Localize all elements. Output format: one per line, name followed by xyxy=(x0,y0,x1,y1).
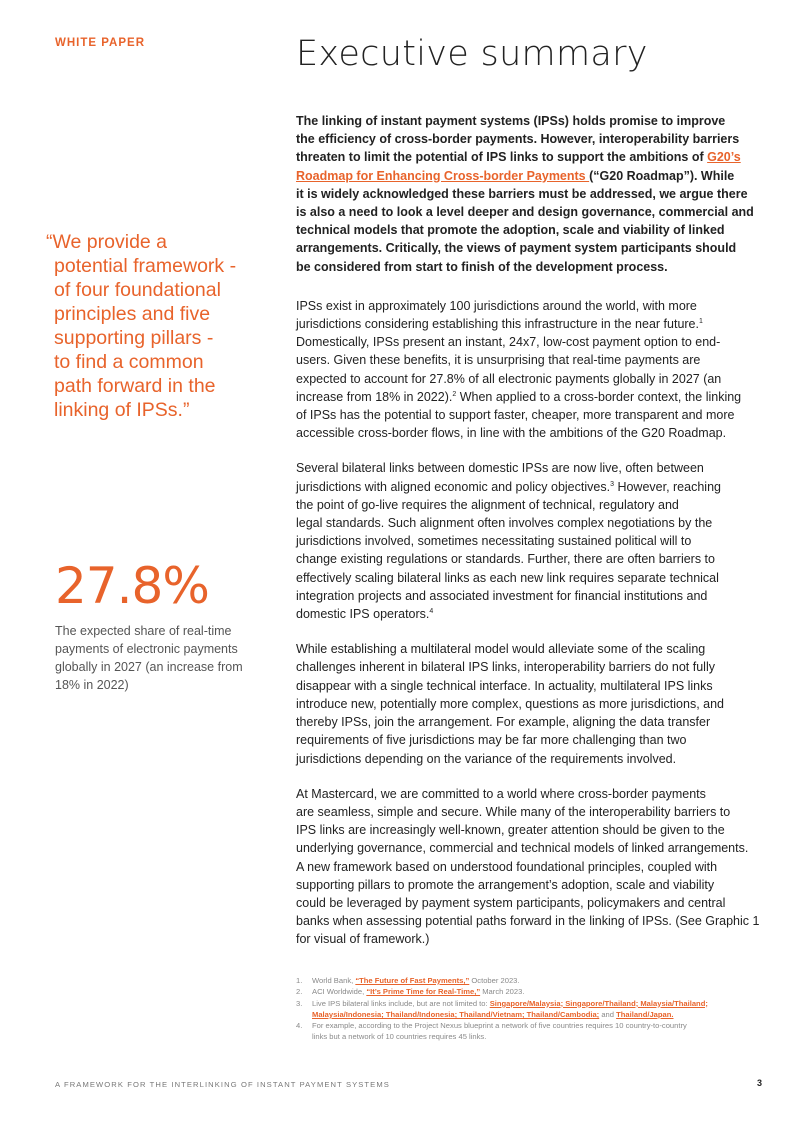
text-span: October 2023. xyxy=(469,976,520,985)
footer-title: A FRAMEWORK FOR THE INTERLINKING OF INSTANT PAYMENT SYSTEMS xyxy=(55,1080,390,1089)
footnote-number: 4. xyxy=(296,1021,303,1031)
body-paragraph xyxy=(296,785,766,949)
text-span: When applied to a cross-border context, the linking xyxy=(456,389,742,404)
text-line: arrangements. Critically, the views of payment system participants should xyxy=(296,241,737,256)
text-line: underlying governance, commercial and technical models of linked arrangements. xyxy=(296,841,749,856)
footnote-number: 1. xyxy=(296,976,303,985)
quote-line: principles and five xyxy=(54,303,211,325)
text-line: expected to account for 27.8% of all electronic payments globally in 2027 (an xyxy=(296,371,722,386)
body-paragraph xyxy=(296,459,766,623)
text-line: accessible cross-border flows, in line with the ambitions of the G20 Roadmap. xyxy=(296,426,727,441)
footnote-ref: 3 xyxy=(610,480,614,488)
body-paragraph xyxy=(296,297,766,443)
text-span: World Bank, xyxy=(312,976,356,985)
text-span: Live IPS bilateral links include, but are not limited to: xyxy=(312,998,490,1008)
text-line: supporting pillars to promote the arrangement’s adoption, scale and viability xyxy=(296,877,715,892)
text-line: be considered from start to finish of the development process. xyxy=(296,259,668,274)
text-span: domestic IPS operators. xyxy=(296,607,430,622)
footnote-number: 3. xyxy=(296,998,303,1008)
text-span: and xyxy=(599,1009,617,1019)
footnote xyxy=(296,986,766,997)
text-line: challenges inherent in bilateral IPS links, interoperability barriers do not fully xyxy=(296,660,715,675)
text-line: thereby IPSs, join the arrangement. For example, aligning the data transfer xyxy=(296,715,711,730)
quote-line: to find a common xyxy=(54,351,204,373)
text-line xyxy=(296,167,766,185)
text-line: change existing regulations or standards. Further, there are often barriers to xyxy=(296,552,715,567)
text-span: threaten to limit the potential of IPS links to support the ambitions of xyxy=(296,150,708,165)
footnote xyxy=(296,998,766,1021)
quote-line: potential framework - xyxy=(54,255,237,277)
text-line: jurisdictions depending on the variance of the requirements involved. xyxy=(296,751,677,766)
text-line: introduce new, potentially more complex, questions as more jurisdictions, and xyxy=(296,696,724,711)
text-line xyxy=(312,1009,766,1020)
g20-roadmap-link[interactable]: G20’s xyxy=(707,150,741,165)
body-paragraph xyxy=(296,640,766,767)
text-line: Several bilateral links between domestic IPSs are now live, often between xyxy=(296,461,704,476)
text-line xyxy=(296,315,766,333)
text-span: (“G20 Roadmap”). While xyxy=(589,168,735,183)
text-line xyxy=(296,388,766,406)
quote-line: “We provide a xyxy=(46,231,168,253)
text-line: The linking of instant payment systems (IPSs) holds promise to improve xyxy=(296,114,726,128)
text-span: jurisdictions considering establishing this infrastructure in the near future. xyxy=(296,317,699,332)
footnote xyxy=(296,1020,766,1043)
text-span: March 2023. xyxy=(480,987,525,997)
document-label: WHITE PAPER xyxy=(55,37,146,49)
text-span: ACI Worldwide, xyxy=(312,987,367,997)
text-line: disappear with a single technical interface. In actuality, multilateral IPS links xyxy=(296,678,713,693)
text-line: the point of go-live requires the alignment of technical, regulatory and xyxy=(296,497,679,512)
text-line: integration projects and associated investment for financial institutions and xyxy=(296,588,708,603)
quote-line: of four foundational xyxy=(54,279,221,301)
text-line: IPS links are increasingly well-known, greater attention should be given to the xyxy=(296,823,725,838)
text-line: While establishing a multilateral model would alleviate some of the scaling xyxy=(296,642,706,657)
quote-line: linking of IPSs.” xyxy=(54,399,190,421)
text-line: are seamless, simple and secure. While many of the interoperability barriers to xyxy=(296,804,731,819)
footnote-link[interactable]: Thailand/Japan. xyxy=(616,1009,674,1019)
footnote-link[interactable]: “It’s Prime Time for Real-Time,” xyxy=(366,987,481,997)
text-line: requirements of five jurisdictions may be far more challenging than two xyxy=(296,733,687,748)
main-body xyxy=(296,112,766,966)
text-line: IPSs exist in approximately 100 jurisdictions around the world, with more xyxy=(296,298,697,313)
text-line: banks when assessing potential paths forward in the linking of IPSs. (See Graphic 1 xyxy=(296,914,760,929)
text-line xyxy=(312,998,766,1009)
pull-quote xyxy=(46,230,256,422)
text-line: the efficiency of cross-border payments. However, interoperability barriers xyxy=(296,132,740,147)
footnote-link[interactable]: Malaysia/Indonesia; Thailand/Indonesia; Thailand/Vietnam; Thailand/Cambodia; xyxy=(312,1009,600,1019)
quote-line: supporting pillars - xyxy=(54,327,214,349)
text-line: jurisdictions involved, sometimes necessitating sustained political will to xyxy=(296,534,692,549)
stat-value: 27.8% xyxy=(55,557,209,615)
footnote-ref: 1 xyxy=(699,318,703,326)
text-line: it is widely acknowledged these barriers must be addressed, we argue there xyxy=(296,186,748,201)
quote-line: path forward in the xyxy=(54,375,216,397)
g20-roadmap-link-continued[interactable]: Roadmap for Enhancing Cross-border Payments xyxy=(296,168,590,183)
text-line: users. Given these benefits, it is unsurprising that real-time payments are xyxy=(296,353,701,368)
text-line: is also a need to look a level deeper and design governance, commercial and xyxy=(296,205,754,220)
text-span: However, reaching xyxy=(613,479,721,494)
text-line: Domestically, IPSs present an instant, 24x7, low-cost payment option to end- xyxy=(296,335,721,350)
footnote-number: 2. xyxy=(296,987,303,997)
text-line: legal standards. Such alignment often involves complex negotiations by the xyxy=(296,516,713,531)
text-line: For example, according to the Project Nexus blueprint a network of five countries requires 10 country-to-country xyxy=(312,1021,687,1031)
text-line: links but a network of 10 countries requires 45 links. xyxy=(312,1032,487,1042)
text-line xyxy=(296,478,766,496)
lead-paragraph xyxy=(296,112,766,276)
text-line: At Mastercard, we are committed to a world where cross-border payments xyxy=(296,786,706,801)
page-number: 3 xyxy=(757,1078,763,1088)
page-title: Executive summary xyxy=(296,34,648,74)
text-span: increase from 18% in 2022). xyxy=(296,389,453,404)
footnote-ref: 2 xyxy=(452,390,457,398)
text-line: for visual of framework.) xyxy=(296,932,430,947)
text-line xyxy=(296,605,766,623)
text-line xyxy=(296,148,766,166)
text-span: jurisdictions with aligned economic and policy objectives. xyxy=(296,479,611,494)
footnote-ref: 4 xyxy=(429,608,434,616)
text-line: A new framework based on understood foundational principles, coupled with xyxy=(296,859,718,874)
footnote xyxy=(296,975,766,986)
text-line: of IPSs has the potential to support faster, cheaper, more transparent and more xyxy=(296,408,735,423)
footnote-link[interactable]: “The Future of Fast Payments,” xyxy=(355,976,470,985)
footnotes xyxy=(296,975,766,1043)
text-line: could be leveraged by payment system participants, policymakers and central xyxy=(296,895,726,910)
stat-description: The expected share of real-time payments of electronic payments globally in 2027 (an increase from 18% in 2022) xyxy=(55,624,243,692)
text-line: effectively scaling bilateral links as each new link requires separate technical xyxy=(296,570,719,585)
footnote-link[interactable]: Singapore/Malaysia; Singapore/Thailand; Malaysia/Thailand; xyxy=(489,998,708,1008)
text-line: technical models that promote the adoption, scale and viability of linked xyxy=(296,223,725,238)
